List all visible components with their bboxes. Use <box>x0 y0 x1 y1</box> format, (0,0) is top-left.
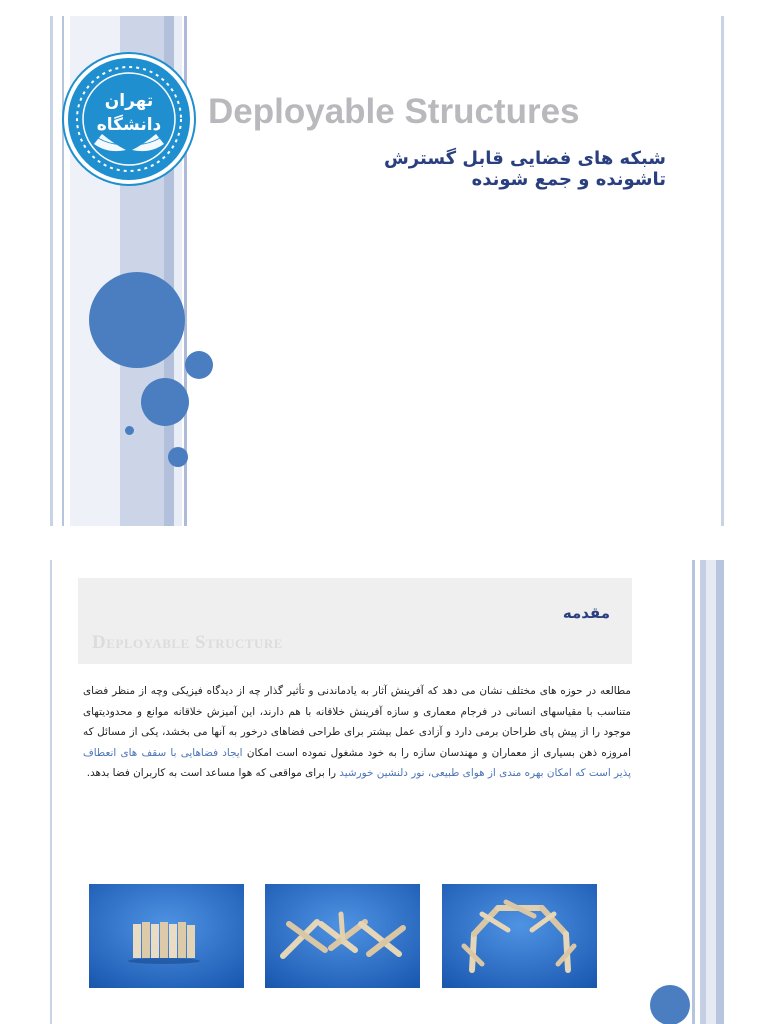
decor-bar <box>692 560 695 1024</box>
logo-lettering: تهران <box>104 91 154 111</box>
decor-bar <box>721 16 724 526</box>
section-header <box>78 578 632 664</box>
intro-slide <box>50 560 724 1024</box>
header-watermark: Deployable Structure <box>92 632 283 653</box>
paragraph-highlight: ایجاد فضاهایی با سقف های انعطاف پذیر است که امکان بهره مندی از هوای طبیعی، نور دلنشین خورشید <box>83 746 631 779</box>
decor-circle <box>89 272 185 368</box>
slide-subtitle <box>384 148 666 190</box>
university-logo <box>64 54 194 184</box>
intro-paragraph <box>83 681 631 784</box>
decor-bar <box>706 560 716 1024</box>
paragraph-text-end: را برای مواقعی که هوا مساعد است به کاربران فضا بدهد. <box>86 767 336 779</box>
decor-bar <box>50 560 52 1024</box>
deploying-model-photo <box>265 884 420 988</box>
folded-model-photo-icon <box>128 922 200 964</box>
arch-model-photo <box>442 884 597 988</box>
svg-text:دانشگاه: دانشگاه <box>96 115 162 135</box>
folded-model-photo <box>89 884 244 988</box>
decor-circle <box>650 985 690 1024</box>
decor-circle <box>125 426 134 435</box>
title-slide <box>50 16 724 526</box>
decor-circle <box>141 378 189 426</box>
subtitle-line-2: تاشونده و جمع شونده <box>471 169 666 190</box>
decor-bar <box>716 560 724 1024</box>
paragraph-text: مطالعه در حوزه های مختلف نشان می دهد که آفرینش آثار به یادماندنی و تأثیر گذار چه از دیدگاه فیزیکی وچه از منظر فضای متناسب با مقیاسهای انسانی در فرجام معماری و سازه آفرینش خلاقانه با هم دارند، این آمیزش خلاقانه موانع و محدودیتهای موجود را از پیش پای طراحان برمی دارد و آزادی عمل بیشتر برای طراحی فضاهای درخور به آنها می بخشد، یکی از مسائل که امروزه ذهن بسیاری از معماران و مهندسان سازه را به خود مشغول نموده است امکان <box>83 685 631 759</box>
decor-bar <box>50 16 53 526</box>
subtitle-line-1: شبکه های فضایی قابل گسترش <box>383 148 666 169</box>
university-of-tehran-seal-icon <box>68 58 190 180</box>
decor-circle <box>185 351 213 379</box>
decor-circle <box>168 447 188 467</box>
decor-bar <box>62 16 64 526</box>
section-heading: مقدمه <box>562 604 610 622</box>
slide-title: Deployable Structures <box>208 92 580 131</box>
